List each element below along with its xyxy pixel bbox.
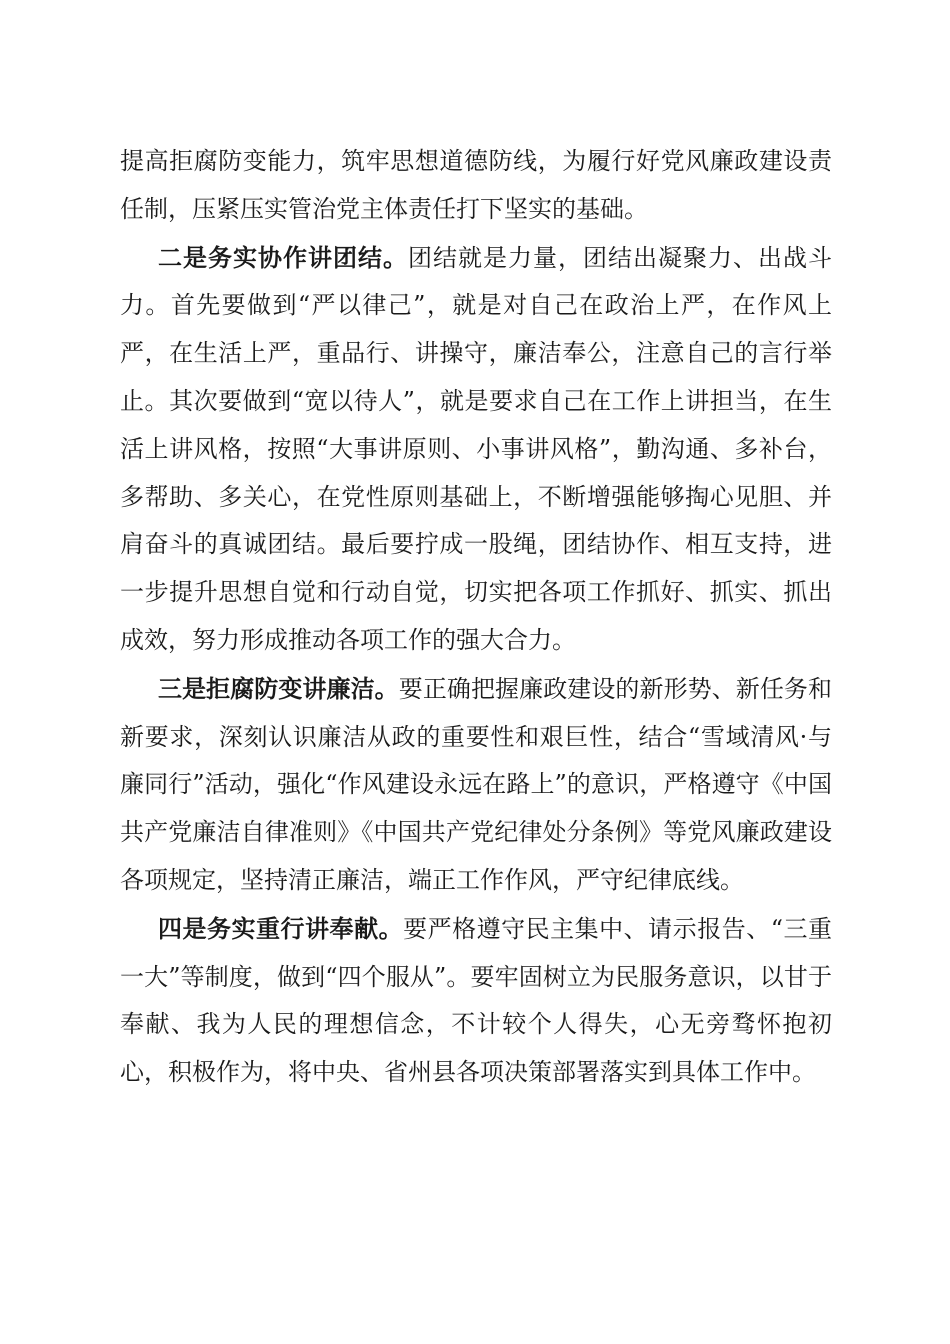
paragraph-lead-heading: 三是拒腐防变讲廉洁。 [158,673,399,703]
paragraph-unity [120,234,832,665]
paragraph-dedication [120,905,832,1097]
paragraph-continuation [120,138,832,234]
paragraph-text: 团结就是力量，团结出凝聚力、出战斗力。首先要做到“严以律己”，就是对自己在政治上严，在作风上严，在生活上严，重品行、讲操守，廉洁奉公，注意自己的言行举止。其次要做到“宽以待人”，就是要求自己在工作上讲担当，在生活上讲风格，按照“大事讲原则、小事讲风格”，勤沟通、多补台，多帮助、多关心，在党性原则基础上，不断增强能够掏心见胆、并肩奋斗的真诚团结。最后要拧成一股绳，团结协作、相互支持，进一步提升思想自觉和行动自觉，切实把各项工作抓好、抓实、抓出成效，努力形成推动各项工作的强大合力。 [120,243,832,654]
paragraph-text: 要正确把握廉政建设的新形势、新任务和新要求，深刻认识廉洁从政的重要性和艰巨性，结合“雪域清风·与廉同行”活动，强化“作风建设永远在路上”的意识，严格遵守《中国共产党廉洁自律准则》《中国共产党纪律处分条例》等党风廉政建设各项规定，坚持清正廉洁，端正工作作风，严守纪律底线。 [120,674,833,894]
paragraph-integrity [120,665,832,905]
paragraph-lead-heading: 四是务实重行讲奉献。 [158,913,404,943]
paragraph-text: 要严格遵守民主集中、请示报告、“三重一大”等制度，做到“四个服从”。要牢固树立为民服务意识，以甘于奉献、我为人民的理想信念，不计较个人得失，心无旁骛怀抱初心，积极作为，将中央、省州县各项决策部署落实到具体工作中。 [120,914,832,1087]
paragraph-text: 提高拒腐防变能力，筑牢思想道德防线，为履行好党风廉政建设责任制，压紧压实管治党主体责任打下坚实的基础。 [120,147,832,223]
paragraph-lead-heading: 二是务实协作讲团结。 [158,242,408,272]
document-body [120,138,832,1097]
